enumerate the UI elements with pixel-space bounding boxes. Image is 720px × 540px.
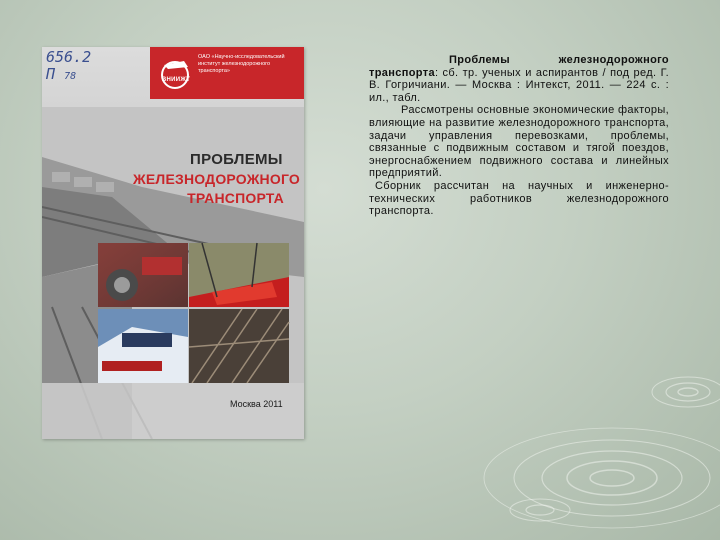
bibliographic-details: : сб. тр. ученых и аспирантов / под ред. Г. В. Гогричиани. — Москва : Интекст, 2011. — 224 с. : ил., табл. (369, 66, 669, 104)
publisher-name: ОАО «Научно-исследовательский институт железнодорожного транспорта» (198, 54, 285, 74)
cover-city-year: Москва 2011 (230, 399, 283, 409)
book-cover (42, 47, 304, 439)
library-stamp: 656.2 П 78 (46, 48, 92, 83)
logo-label: ВНИИЖТ (161, 77, 191, 83)
audience-text: Сборник рассчитан на научных и инженерно-технических работников железнодорожного транспорта. (369, 179, 669, 218)
bibliographic-record (369, 54, 669, 104)
abstract-text: Рассмотрены основные экономические факторы, влияющие на развитие железнодорожного транспорта, задачи управления перевозками, проблемы, связанные с подвижным составом и тягой поездов, энергоснабжением подвижного состава и линейных предприятий. (369, 104, 669, 180)
cover-title-line3: ТРАНСПОРТА (187, 190, 284, 206)
book-title: Проблемы железнодорожного транспорта (369, 54, 669, 79)
cover-title-line1: ПРОБЛЕМЫ (190, 151, 283, 168)
cover-title-line2: ЖЕЛЕЗНОДОРОЖНОГО (133, 171, 300, 187)
cover-photo-collage (42, 47, 304, 439)
vniizht-logo-icon (158, 55, 192, 89)
book-description (369, 54, 669, 218)
